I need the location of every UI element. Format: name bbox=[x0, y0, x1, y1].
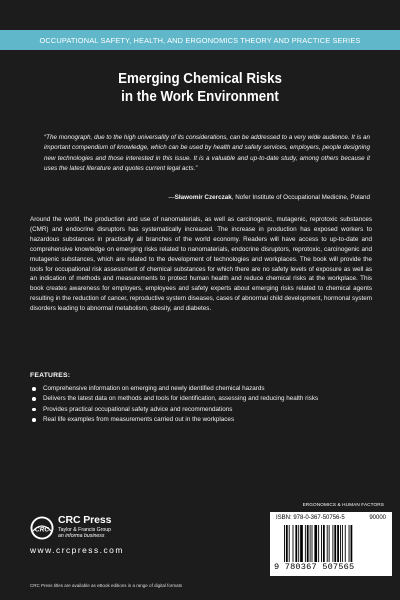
logo-text: CRC bbox=[34, 526, 50, 534]
publisher-name: CRC Press bbox=[58, 514, 112, 526]
book-title-line-1: Emerging Chemical Risks bbox=[118, 71, 282, 87]
publisher-group: Taylor & Francis Group bbox=[58, 526, 112, 533]
book-description: Around the world, the production and use of nanomaterials, as well as carcinogenic, mutagenic, reprotoxic substances (CMR) and endocrine disruptors has systematically increased. The increase in production has exposed workers to hazardous substances in practically all branches of the world economy. Readers will have access to up-to-date and comprehensive knowledge on emerging risks related to nanomaterials, endocrine disruptors, reprotoxic, carcinogenic and mutagenic substances, which are related to the development of technologies and workplaces. The book will provide the tools for occupational risk assessment of chemical substances for which there are no safety levels of exposure as well as an indication of methods and measurements to protect human health and reduce chemical risks at the workplace. This book creates awareness for employers, employees and safety experts about emerging risks related to chemical agents resulting in the reduction of cancer, reproductive system diseases, cases of abnormal child development, hormonal system disorders leading to abnormal metabolism, obesity, and diabetes. bbox=[30, 216, 372, 313]
series-banner bbox=[0, 30, 400, 50]
features-heading: FEATURES: bbox=[30, 372, 71, 379]
barcode-icon bbox=[284, 525, 380, 562]
feature-text: Comprehensive information on emerging and newly identified chemical hazards bbox=[43, 385, 265, 392]
price-code: 90000 bbox=[369, 515, 386, 521]
attribution-dash: — bbox=[168, 194, 175, 201]
bullet-icon bbox=[32, 397, 36, 401]
endorsement-affiliation: , Nofer Institute of Occupational Medicine, Poland bbox=[231, 194, 370, 201]
bullet-icon bbox=[32, 408, 36, 412]
bullet-icon bbox=[32, 387, 36, 391]
isbn-label: ISBN: 978-0-367-50756-5 bbox=[276, 515, 345, 521]
publisher-block bbox=[58, 515, 111, 539]
publisher-website[interactable]: www.crcpress.com bbox=[30, 545, 124, 555]
isbn-barcode-block bbox=[270, 512, 392, 576]
endorsement-author: Sławomir Czerczak bbox=[174, 194, 232, 201]
feature-text: Real life examples from measurements carried out in the workplaces bbox=[43, 416, 235, 424]
publisher-business: an informa business bbox=[58, 532, 105, 539]
feature-item bbox=[30, 415, 330, 425]
book-title-line-2: in the Work Environment bbox=[121, 89, 279, 105]
barcode-digits: 9 780367 507565 bbox=[274, 562, 355, 572]
endorsement-attribution bbox=[70, 193, 370, 202]
book-title bbox=[16, 70, 384, 106]
features-list bbox=[30, 384, 330, 426]
subject-category: ERGONOMICS & HUMAN FACTORS bbox=[302, 502, 384, 507]
feature-item bbox=[30, 405, 330, 415]
feature-text: Delivers the latest data on methods and tools for identification, assessing and reducing health risks bbox=[43, 395, 319, 403]
crc-press-logo bbox=[30, 516, 54, 540]
feature-item bbox=[30, 384, 330, 394]
feature-item bbox=[30, 394, 330, 404]
endorsement-quote: “The monograph, due to the high universality of its considerations, can be addressed to a very wide audience. It is an important compendium of knowledge, which can be used by health and safety services, employers, people designing new technologies and those interested in this issue. It is a valuable and up-to-date study, among others because it uses the latest literature and quotes current legal acts.” bbox=[44, 134, 370, 173]
bullet-icon bbox=[32, 418, 36, 422]
ebook-note: CRC Press titles are available as eBook editions in a range of digital formats bbox=[30, 583, 183, 588]
series-name: OCCUPATIONAL SAFETY, HEALTH, AND ERGONOMICS THEORY AND PRACTICE SERIES bbox=[39, 35, 361, 45]
feature-text: Provides practical occupational safety advice and recommendations bbox=[43, 405, 233, 413]
